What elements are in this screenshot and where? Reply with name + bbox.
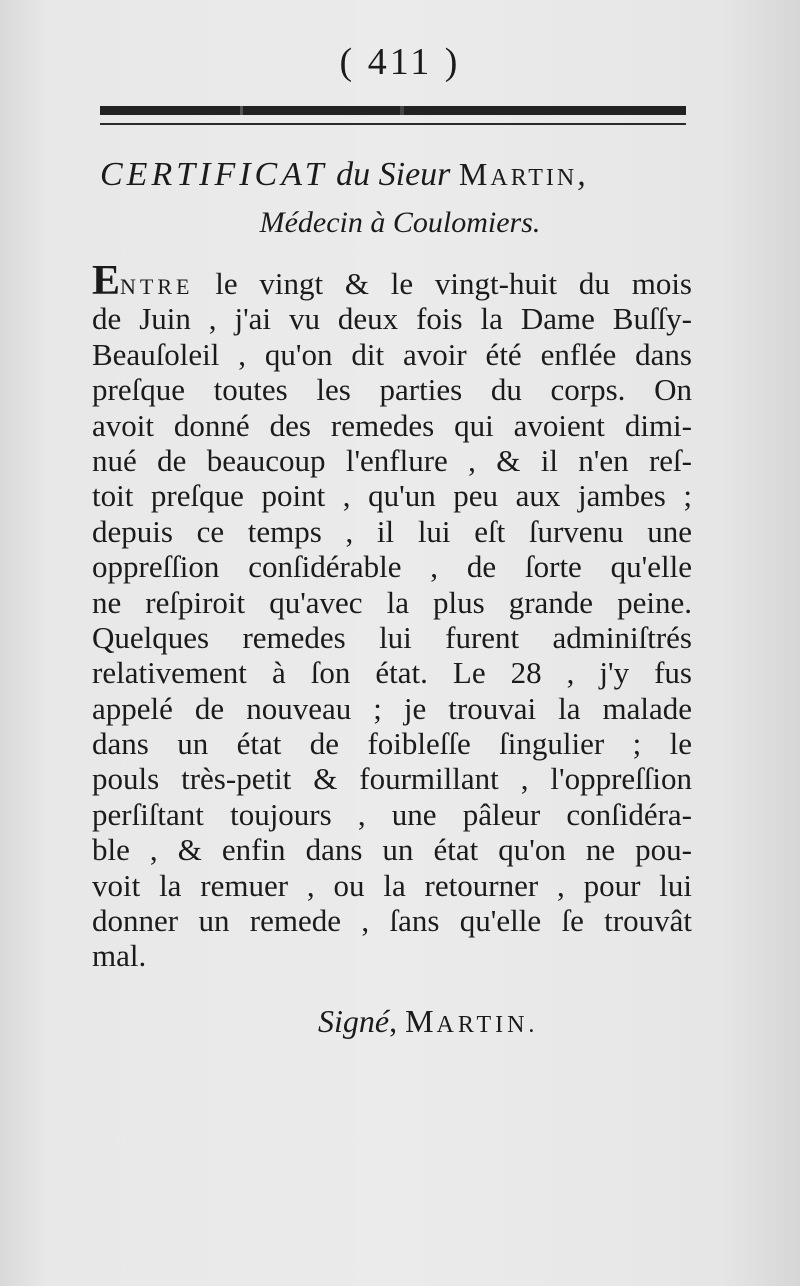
certificate-body [92, 258, 692, 974]
signature [318, 1003, 538, 1040]
heading-du-sieur: du Sieur [336, 156, 451, 193]
certificate-subtitle [0, 206, 800, 240]
body-line: ne reſpiroit qu'avec la plus grande peine. [92, 584, 692, 620]
subtitle-text: Médecin à Coulomiers. [259, 206, 541, 239]
body-line: depuis ce temps , il lui eſt ſurvenu une [92, 513, 692, 549]
body-line: perſiſtant toujours , une pâleur conſidéra- [92, 796, 692, 832]
body-line: toit preſque point , qu'un peu aux jambes ; [92, 478, 692, 514]
certificate-heading [100, 156, 700, 194]
signature-rest: ARTIN. [436, 1012, 539, 1038]
body-line: ble , & enfin dans un état qu'on ne pou- [92, 832, 692, 868]
body-line: avoit donné des remedes qui avoient dimi- [92, 407, 692, 443]
body-line: dans un état de foibleſſe ſingulier ; le [92, 726, 692, 762]
signature-signe: Signé [318, 1003, 390, 1039]
body-line: Beauſoleil , qu'on dit avoir été enflée dans [92, 336, 692, 372]
body-line: relativement à ſon état. Le 28 , j'y fus [92, 655, 692, 691]
signature-initial: M [405, 1003, 437, 1039]
body-line: oppreſſion conſidérable , de ſorte qu'elle [92, 549, 692, 585]
body-line: mal. [92, 938, 147, 974]
header-rule-thin [100, 123, 686, 125]
body-line [92, 258, 692, 304]
body-line-text: le vingt & le vingt-huit du mois [193, 266, 692, 301]
small-caps-word: NTRE [120, 274, 194, 299]
body-line: pouls très-petit & fourmillant , l'oppreſſion [92, 761, 692, 797]
body-line: de Juin , j'ai vu deux fois la Dame Buſſy- [92, 301, 692, 337]
heading-certificat: CERTIFICAT [100, 156, 328, 193]
body-line: Quelques remedes lui furent adminiſtrés [92, 619, 692, 655]
heading-name-initial: M [458, 156, 491, 192]
header-rule-thick [100, 106, 686, 115]
body-line: preſque toutes les parties du corps. On [92, 372, 692, 408]
body-line: appelé de nouveau ; je trouvai la malade [92, 690, 692, 726]
body-line: voit la remuer , ou la retourner , pour lui [92, 867, 692, 903]
signature-comma: , [389, 1003, 398, 1039]
drop-cap: E [92, 258, 121, 304]
heading-name-rest: ARTIN [490, 165, 578, 191]
body-line: nué de beaucoup l'enflure , & il n'en reſ- [92, 442, 692, 478]
signature-name [405, 1003, 538, 1039]
heading-comma: , [577, 156, 586, 193]
heading-name [459, 156, 577, 192]
body-line: donner un remede , ſans qu'elle ſe trouvât [92, 903, 692, 939]
page-number: ( 411 ) [339, 41, 461, 83]
